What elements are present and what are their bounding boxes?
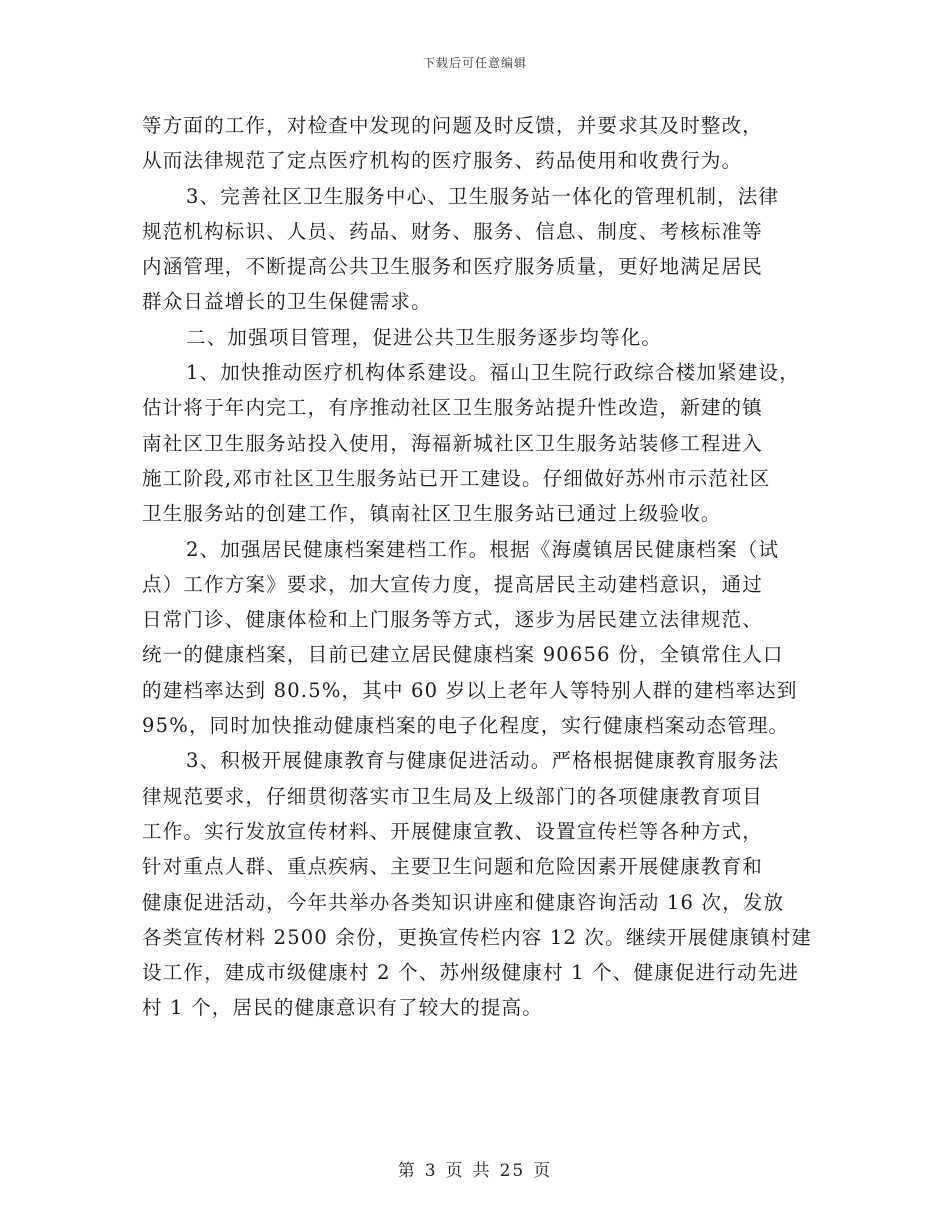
- text-line: 健康促进活动，今年共举办各类知识讲座和健康咨询活动 16 次，发放: [142, 890, 785, 914]
- text-line: 的建档率达到 80.5%，其中 60 岁以上老年人等特别人群的建档率达到: [142, 678, 798, 702]
- text-line: 各类宣传材料 2500 余份，更换宣传栏内容 12 次。继续开展健康镇村建: [142, 925, 813, 949]
- text-line: 内涵管理，不断提高公共卫生服务和医疗服务质量，更好地满足居民: [142, 255, 764, 279]
- text-line: 95%，同时加快推动健康档案的电子化程度，实行健康档案动态管理。: [142, 714, 790, 738]
- text-line: 针对重点人群、重点疾病、主要卫生问题和危险因素开展健康教育和: [142, 855, 764, 879]
- footer-label-total: 共: [472, 1161, 492, 1181]
- footer-label-page: 第: [397, 1161, 417, 1181]
- text-line: 2、加强居民健康档案建档工作。根据《海虞镇居民健康档案（试: [186, 537, 780, 561]
- page-header: 下载后可任意编辑: [422, 56, 527, 70]
- text-line: 南社区卫生服务站投入使用，海福新城社区卫生服务站装修工程进入: [142, 431, 764, 455]
- footer-current-page: 3: [424, 1161, 438, 1181]
- page-footer: [0, 1156, 950, 1181]
- text-line: 日常门诊、健康体检和上门服务等方式，逐步为居民建立法律规范、: [142, 608, 764, 632]
- text-line: 估计将于年内完工，有序推动社区卫生服务站提升性改造，新建的镇: [142, 396, 764, 420]
- text-line: 1、加快推动医疗机构体系建设。福山卫生院行政综合楼加紧建设，: [186, 361, 800, 385]
- document-body: [142, 108, 832, 1026]
- text-line: 3、完善社区卫生服务中心、卫生服务站一体化的管理机制，法律: [186, 184, 780, 208]
- text-line: 二、加强项目管理，促进公共卫生服务逐步均等化。: [186, 325, 663, 349]
- footer-label-unit2: 页: [533, 1161, 553, 1181]
- text-line: 等方面的工作，对检查中发现的问题及时反馈，并要求其及时整改，: [142, 114, 764, 137]
- footer-total-pages: 25: [499, 1161, 526, 1181]
- text-line: 村 1 个，居民的健康意识有了较大的提高。: [142, 996, 544, 1020]
- text-line: 规范机构标识、人员、药品、财务、服务、信息、制度、考核标准等: [142, 219, 764, 243]
- footer-label-unit: 页: [445, 1161, 465, 1181]
- text-line: 统一的健康档案，目前已建立居民健康档案 90656 份，全镇常住人口: [142, 643, 784, 667]
- text-line: 点）工作方案》要求，加大宣传力度，提高居民主动建档意识，通过: [142, 572, 764, 596]
- text-line: 从而法律规范了定点医疗机构的医疗服务、药品使用和收费行为。: [142, 149, 743, 173]
- text-line: 施工阶段,邓市社区卫生服务站已开工建设。仔细做好苏州市示范社区: [142, 466, 771, 490]
- text-line: 设工作，建成市级健康村 2 个、苏州级健康村 1 个、健康促进行动先进: [142, 961, 800, 985]
- text-line: 3、积极开展健康教育与健康促进活动。严格根据健康教育服务法: [186, 749, 780, 773]
- text-line: 工作。实行发放宣传材料、开展健康宣教、设置宣传栏等各种方式，: [142, 819, 764, 843]
- text-line: 群众日益增长的卫生保健需求。: [142, 290, 432, 314]
- text-line: 卫生服务站的创建工作，镇南社区卫生服务站已通过上级验收。: [142, 502, 722, 526]
- text-line: 律规范要求，仔细贯彻落实市卫生局及上级部门的各项健康教育项目: [142, 784, 764, 808]
